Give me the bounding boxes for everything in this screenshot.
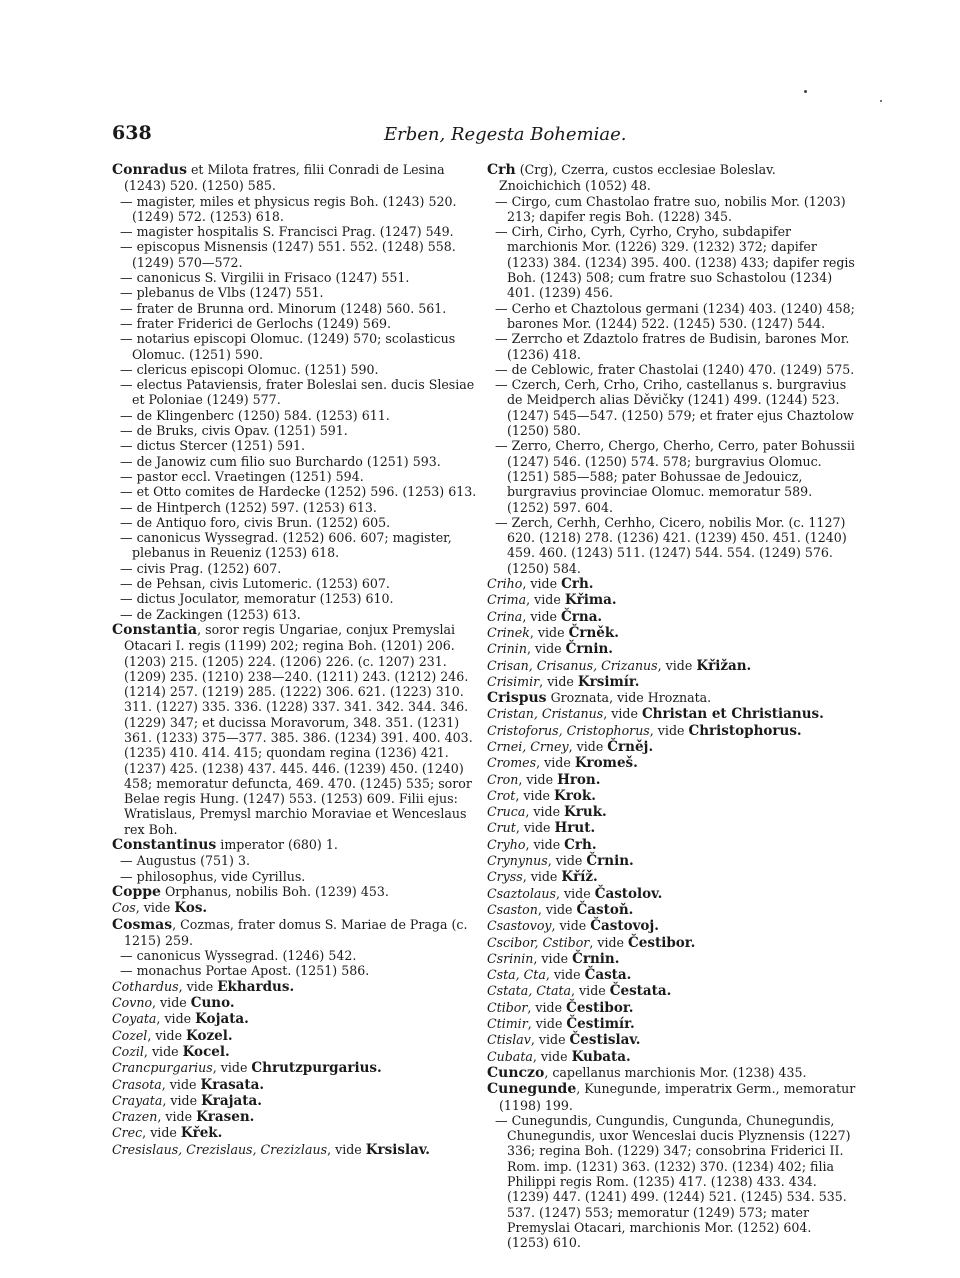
subentry-text: — electus Pataviensis, frater Boleslai sen. ducis Slesiae et Poloniae (1249) 577. [120,377,475,408]
vide-word: vide [576,738,604,754]
reference-target: Krsimír. [577,673,640,690]
vide-word: vide [553,967,581,983]
cross-reference: Cscibor, Cstibor, vide Čestibor. [487,934,696,951]
variant-spelling: Crancpurgarius [112,1060,213,1076]
index-subentry [487,438,857,514]
index-subentry [112,484,478,499]
index-subentry [112,239,478,270]
subentry-text: — frater Friderici de Gerlochs (1249) 569. [120,315,391,331]
variant-spelling: Coyata [112,1011,157,1027]
vide-word: vide [533,836,561,852]
reference-target: Častovoj. [590,918,659,935]
variant-spelling: Cristan, Cristanus [487,706,604,722]
index-entry [112,884,478,900]
index-subentry [487,194,857,225]
reference-target: Čestislav. [569,1032,641,1049]
variant-spelling: Crynynus [487,853,548,869]
variant-spelling: Cryss [487,869,523,885]
index-subentry [487,515,857,576]
vide-word: vide [523,787,550,803]
reference-target: Kocel. [182,1043,230,1060]
cross-reference: Cryho, vide Crh. [487,836,597,853]
variant-spelling: Ctislav [487,1032,531,1048]
index-subentry [487,1113,857,1251]
subentry-text: — dictus Stercer (1251) 591. [120,438,305,454]
subentry-text: — magister hospitalis S. Francisci Prag. (1247) 549. [120,224,454,240]
entry-headword: Cunczo [487,1064,545,1081]
cross-reference: Crayata, vide Krajata. [112,1092,262,1109]
reference-target: Krok. [554,787,596,804]
reference-target: Ekhardus. [217,978,295,995]
print-speck [880,100,882,102]
variant-spelling: Crima [487,592,527,608]
subentry-text: — de Antiquo foro, civis Brun. (1252) 605. [120,514,391,530]
index-subentry [112,576,478,591]
reference-target: Chrutzpurgarius. [251,1060,382,1077]
index-subentry [112,530,478,561]
cross-reference: Ctimir, vide Čestimír. [487,1016,635,1033]
index-entry [112,162,478,194]
vide-word: vide [534,641,562,657]
reference-target: Christan et Christianus. [641,706,824,723]
variant-spelling: Cozil [112,1043,144,1059]
subentry-text: — Zerro, Cherro, Chergo, Cherho, Cerro, pater Bohussii (1247) 546. (1250) 574. 578; burgravius Olomuc. (1251) 585—588; pater Bohussae de Jedouicz, burgravius provinciae Olomuc. memoratur 589. (1252) 597. 604. [495,438,855,515]
cross-reference: Csastovoy, vide Častovoj. [487,918,659,935]
vide-word: vide [155,1027,183,1043]
vide-word: vide [547,673,574,689]
reference-target: Krasen. [196,1109,255,1126]
subentry-text: — dictus Joculator, memoratur (1253) 610. [120,591,394,607]
subentry-text: — pastor eccl. Vraetingen (1251) 594. [120,468,364,484]
reference-target: Črnin. [572,950,620,967]
variant-spelling: Crasota [112,1076,162,1092]
reference-target: Crh. [561,576,594,593]
subentry-text: — canonicus S. Virgilii in Frisaco (1247) 551. [120,270,410,286]
cross-reference: Cristoforus, Cristophorus, vide Christophorus. [487,722,802,739]
cross-reference: Cromes, vide Kromeš. [487,755,638,772]
vide-word: vide [533,804,561,820]
vide-word: vide [530,608,557,624]
index-subentry [112,362,478,377]
reference-target: Črněj. [607,738,654,755]
reference-target: Krasata. [200,1076,265,1093]
entry-headword: Conradus [112,162,187,178]
variant-spelling: Crinek [487,624,530,640]
cross-reference: Csrinin, vide Črnin. [487,950,620,967]
right-column [487,162,857,1250]
reference-target: Kojata. [195,1011,249,1028]
subentry-text: — et Otto comites de Hardecke (1252) 596. (1253) 613. [120,484,477,500]
vide-word: vide [165,1109,193,1125]
variant-spelling: Cromes [487,755,537,771]
variant-spelling: Covno [112,995,153,1011]
vide-word: vide [537,624,565,640]
entry-headword: Constantinus [112,837,217,854]
running-title: Erben, Regesta Bohemiae. [384,124,627,145]
vide-word: vide [143,900,171,916]
variant-spelling: Crinin [487,641,527,657]
subentry-text: — magister, miles et physicus regis Boh. (1243) 520. (1249) 572. (1253) 618. [120,193,457,224]
vide-word: vide [559,918,587,934]
vide-word: vide [150,1125,177,1141]
vide-word: vide [151,1043,179,1059]
vide-word: vide [564,885,591,901]
entry-text: , soror regis Ungariae, conjux Premyslai Otacari I. regis (1199) 202; regina Boh. (1201) 206. (1203) 215. (1205) 224. (1206) 226. (c. 1207) 231. (1209) 235. (1210) 238—240. (1211) 243. (1212) 246. (1214) 257. (1219) 285. (1222) 306. 621. (1223) 310. 311. (1227) 335. 336. (1228) 337. 341. 342. 344. 346. (1229) 347; et ducissa Moravorum, 348. 351. (1231) 361. (1233) 375—377. 385. 386. (1234) 391. 400. 403. (1235) 410. 414. 415; quondam regina (1236) 421. (1237) 425. (1238) 437. 445. 446. (1239) 450. (1240) 458; memoratur defuncta, 469. 470. (1245) 535; soror Belae regis Hung. (1247) 553. (1253) 609. Filii ejus: Wratislaus, Premysl marchio Moraviae et Wenceslaus rex Boh. [124,621,473,837]
subentry-text: — de Pehsan, civis Lutomeric. (1253) 607. [120,576,390,592]
vide-word: vide [523,820,551,836]
reference-target: Křek. [180,1125,223,1142]
variant-spelling: Criho [487,576,523,592]
vide-word: vide [535,1016,563,1032]
vide-word: vide [665,657,693,673]
index-subentry [487,362,857,377]
variant-spelling: Crec [112,1125,143,1141]
cross-reference: Crot, vide Krok. [487,787,596,804]
cross-reference: Crina, vide Črna. [487,608,603,625]
subentry-text: — Cirh, Cirho, Cyrh, Cyrho, Cryho, subdapifer marchionis Mor. (1226) 329. (1232) 372; dapifer (1233) 384. (1234) 395. 400. (1238) 433; dapifer regis Boh. (1243) 508; cum fratre suo Schastolou (1234) 401. (1239) 456. [495,224,855,301]
reference-target: Hron. [557,771,601,788]
reference-target: Časta. [584,967,632,984]
subentry-text: — de Ceblowic, frater Chastolai (1240) 470. (1249) 575. [495,361,855,377]
subentry-text: — de Klingenberc (1250) 584. (1253) 611. [120,407,390,423]
cross-reference: Crut, vide Hrut. [487,820,596,837]
entry-text: , capellanus marchionis Mor. (1238) 435. [544,1064,807,1080]
cross-reference: Criho, vide Crh. [487,576,594,593]
cross-reference: Cstata, Ctata, vide Čestata. [487,983,672,1000]
cross-reference: Crisimir, vide Krsimír. [487,673,640,690]
page-number: 638 [112,122,152,144]
reference-target: Čestimír. [566,1016,635,1033]
cross-reference: Crazen, vide Krasen. [112,1109,255,1126]
index-subentry [487,301,857,332]
vide-word: vide [160,995,187,1011]
reference-target: Kubata. [571,1048,631,1065]
reference-target: Kozel. [186,1027,233,1044]
reference-target: Hrut. [554,820,596,837]
variant-spelling: Csta, Cta [487,967,546,983]
subentry-text: — canonicus Wyssegrad. (1246) 542. [120,948,357,964]
vide-word: vide [538,1032,566,1048]
reference-target: Čestibor. [628,934,696,951]
vide-word: vide [555,853,583,869]
index-entry [487,1081,857,1113]
vide-word: vide [541,950,569,966]
reference-target: Kříž. [561,869,598,886]
reference-target: Častoň. [576,901,634,918]
cross-reference: Cresislaus, Crezislaus, Crezizlaus, vide Krsislav. [112,1141,431,1158]
index-entry [112,837,478,853]
reference-target: Čestibor. [566,999,634,1016]
subentry-text: — Cunegundis, Cungundis, Cungunda, Chunegundis, Chunegundis, uxor Wenceslai ducis Plyznensis (1227) 336; regina Boh. (1229) 347; consobrina Friderici II. Rom. imp. (1231) 363. (1232) 370. (1234) 402; filia Philippi regis Rom. (1235) 417. (1238) 433. 434. (1239) 447. (1241) 499. (1244) 521. (1245) 534. 535. 537. (1247) 553; memoratur (1249) 573; mater Premyslai Otacari, marchionis Mor. (1252) 604. (1253) 610. [495,1112,851,1251]
vide-word: vide [530,869,558,885]
subentry-text: — frater de Brunna ord. Minorum (1248) 560. 561. [120,300,447,316]
subentry-text: — civis Prag. (1252) 607. [120,560,282,576]
variant-spelling: Crisimir [487,673,540,689]
cross-reference: Crisan, Crisanus, Crizanus, vide Křižan. [487,657,752,674]
subentry-text: — Zerch, Cerhh, Cerhho, Cicero, nobilis Mor. (c. 1127) 620. (1218) 278. (1236) 421. (1239) 450. 451. (1240) 459. 460. (1243) 511. (1247) 544. 554. (1249) 576. (1250) 584. [495,514,847,576]
variant-spelling: Crnei, Crney [487,738,569,754]
reference-target: Kromeš. [574,755,638,772]
subentry-text: — Zerrcho et Zdaztolo fratres de Budisin, barones Mor. (1236) 418. [495,331,850,362]
vide-word: vide [530,576,558,592]
index-subentry [112,377,478,408]
entry-headword: Cosmas [112,916,173,933]
entry-text: , Kunegunde, imperatrix Germ., memoratur (1198) 199. [499,1081,856,1113]
subentry-text: — Czerch, Cerh, Crho, Criho, castellanus s. burgravius de Meidperch alias Děvičky (1241) 499. (1244) 523. (1247) 545—547. (1250) 579; et frater ejus Chaztolow (1250) 580. [495,377,854,439]
subentry-text: — Cerho et Chaztolous germani (1234) 403. (1240) 458; barones Mor. (1244) 522. (1245) 530. (1247) 544. [495,300,855,331]
variant-spelling: Cstata, Ctata [487,983,572,999]
entry-headword: Crispus [487,690,547,707]
index-subentry [112,301,478,316]
subentry-text: — canonicus Wyssegrad. (1252) 606. 607; magister, plebanus in Reueniz (1253) 618. [120,530,452,561]
index-subentry [112,469,478,484]
subentry-text: — de Janowiz cum filio suo Burchardo (1251) 593. [120,453,441,469]
vide-word: vide [186,978,214,994]
subentry-text: — de Zackingen (1253) 613. [120,606,301,622]
cross-reference: Cryss, vide Kříž. [487,869,598,886]
cross-reference: Cubata, vide Kubata. [487,1048,631,1065]
index-subentry [112,515,478,530]
vide-word: vide [657,722,685,738]
index-subentry [112,500,478,515]
variant-spelling: Cozel [112,1027,148,1043]
cross-reference: Ctibor, vide Čestibor. [487,999,634,1016]
print-speck [804,90,807,93]
vide-word: vide [544,755,571,771]
index-subentry [112,948,478,963]
index-subentry [487,377,857,438]
index-entry [487,690,857,706]
index-subentry [112,194,478,225]
page-header [112,122,852,152]
reference-target: Črna. [561,608,603,625]
variant-spelling: Ctimir [487,1016,528,1032]
variant-spelling: Csaztolaus [487,885,556,901]
variant-spelling: Crazen [112,1109,158,1125]
subentry-text: — philosophus, vide Cyrillus. [120,868,306,884]
cross-reference: Cristan, Cristanus, vide Christan et Christianus. [487,706,824,723]
cross-reference: Cothardus, vide Ekhardus. [112,978,295,995]
index-subentry [112,408,478,423]
vide-word: vide [545,901,573,917]
reference-target: Krsislav. [365,1141,431,1158]
cross-reference: Cozel, vide Kozel. [112,1027,233,1044]
vide-word: vide [540,1048,568,1064]
variant-spelling: Cristoforus, Cristophorus [487,722,650,738]
vide-word: vide [611,706,638,722]
entry-text: Orphanus, nobilis Boh. (1239) 453. [160,883,389,899]
variant-spelling: Cruca [487,804,526,820]
entry-headword: Coppe [112,883,161,900]
entry-text: , Cozmas, frater domus S. Mariae de Praga (c. 1215) 259. [124,916,468,948]
variant-spelling: Crot [487,787,516,803]
reference-target: Častolov. [594,885,663,902]
cross-reference: Ctislav, vide Čestislav. [487,1032,641,1049]
variant-spelling: Cryho [487,836,526,852]
index-subentry [487,224,857,300]
cross-reference: Covno, vide Cuno. [112,995,235,1012]
entry-text: imperator (680) 1. [216,837,338,853]
vide-word: vide [534,592,561,608]
variant-spelling: Cscibor, Cstibor [487,934,590,950]
entry-headword: Cunegunde [487,1081,577,1098]
cross-reference: Crnei, Crney, vide Črněj. [487,738,654,755]
reference-target: Křima. [564,592,617,609]
index-entry [487,1065,857,1081]
variant-spelling: Cron [487,771,519,787]
variant-spelling: Crina [487,608,523,624]
index-subentry [112,591,478,606]
subentry-text: — de Bruks, civis Opav. (1251) 591. [120,423,348,439]
entry-text: et Milota fratres, filii Conradi de Lesina (1243) 520. (1250) 585. [124,162,445,194]
subentry-text: — de Hintperch (1252) 597. (1253) 613. [120,499,377,515]
vide-word: vide [526,771,554,787]
vide-word: vide [597,934,625,950]
reference-target: Cuno. [190,995,235,1012]
subentry-text: — plebanus de Vlbs (1247) 551. [120,285,324,301]
variant-spelling: Cresislaus, Crezislaus, Crezizlaus [112,1141,328,1157]
index-subentry [112,438,478,453]
cross-reference: Crec, vide Křek. [112,1125,223,1142]
variant-spelling: Cos [112,900,136,916]
cross-reference: Crinin, vide Črnin. [487,641,613,658]
subentry-text: — monachus Portae Apost. (1251) 586. [120,963,370,979]
cross-reference: Cozil, vide Kocel. [112,1043,230,1060]
subentry-text: — clericus episcopi Olomuc. (1251) 590. [120,361,379,377]
variant-spelling: Cubata [487,1048,533,1064]
index-subentry [112,316,478,331]
index-entry [112,917,478,949]
index-subentry [112,607,478,622]
left-column [112,162,478,1158]
cross-reference: Coyata, vide Kojata. [112,1011,249,1028]
variant-spelling: Cothardus [112,978,179,994]
variant-spelling: Csaston [487,901,538,917]
index-entry [487,162,857,194]
subentry-text: — notarius episcopi Olomuc. (1249) 570; scolasticus Olomuc. (1251) 590. [120,331,456,362]
cross-reference: Csta, Cta, vide Časta. [487,967,632,984]
variant-spelling: Crisan, Crisanus, Crizanus [487,657,658,673]
cross-reference: Crima, vide Křima. [487,592,617,609]
entry-headword: Crh [487,162,516,178]
cross-reference: Csaston, vide Častoň. [487,901,634,918]
index-subentry [112,331,478,362]
vide-word: vide [335,1141,362,1157]
cross-reference: Cruca, vide Kruk. [487,804,607,821]
index-subentry [112,224,478,239]
variant-spelling: Csrinin [487,950,534,966]
index-subentry [112,423,478,438]
index-subentry [112,853,478,868]
index-subentry [112,454,478,469]
variant-spelling: Ctibor [487,999,528,1015]
index-subentry [112,963,478,978]
reference-target: Kruk. [564,804,607,821]
entry-headword: Constantia [112,621,198,638]
vide-word: vide [535,999,563,1015]
index-subentry [112,270,478,285]
subentry-text: — Cirgo, cum Chastolao fratre suo, nobilis Mor. (1203) 213; dapifer regis Boh. (1228) 345. [495,193,846,224]
entry-text: (Crg), Czerra, custos ecclesiae Boleslav. Znoichichich (1052) 48. [499,162,776,194]
reference-target: Črněk. [568,624,619,641]
subentry-text: — episcopus Misnensis (1247) 551. 552. (1248) 558. (1249) 570—572. [120,239,456,270]
reference-target: Křižan. [696,657,752,674]
index-subentry [112,869,478,884]
reference-target: Črnin. [565,641,613,658]
vide-word: vide [169,1076,197,1092]
reference-target: Krajata. [201,1092,262,1109]
reference-target: Christophorus. [688,722,802,739]
vide-word: vide [579,983,606,999]
entry-text: Groznata, vide Hroznata. [546,690,712,706]
reference-target: Čestata. [609,983,672,1000]
index-entry [112,622,478,837]
cross-reference: Crasota, vide Krasata. [112,1076,265,1093]
cross-reference: Crancpurgarius, vide Chrutzpurgarius. [112,1060,382,1077]
reference-target: Črnin. [586,853,634,870]
reference-target: Crh. [564,836,597,853]
cross-reference: Cos, vide Kos. [112,900,208,917]
variant-spelling: Crut [487,820,516,836]
variant-spelling: Crayata [112,1092,163,1108]
variant-spelling: Csastovoy [487,918,552,934]
cross-reference: Crinek, vide Črněk. [487,624,619,641]
index-subentry [487,331,857,362]
vide-word: vide [164,1011,192,1027]
vide-word: vide [170,1092,198,1108]
vide-word: vide [220,1060,248,1076]
index-subentry [112,561,478,576]
subentry-text: — Augustus (751) 3. [120,853,250,869]
cross-reference: Cron, vide Hron. [487,771,601,788]
cross-reference: Csaztolaus, vide Častolov. [487,885,663,902]
index-subentry [112,285,478,300]
reference-target: Kos. [174,900,208,917]
cross-reference: Crynynus, vide Črnin. [487,853,634,870]
